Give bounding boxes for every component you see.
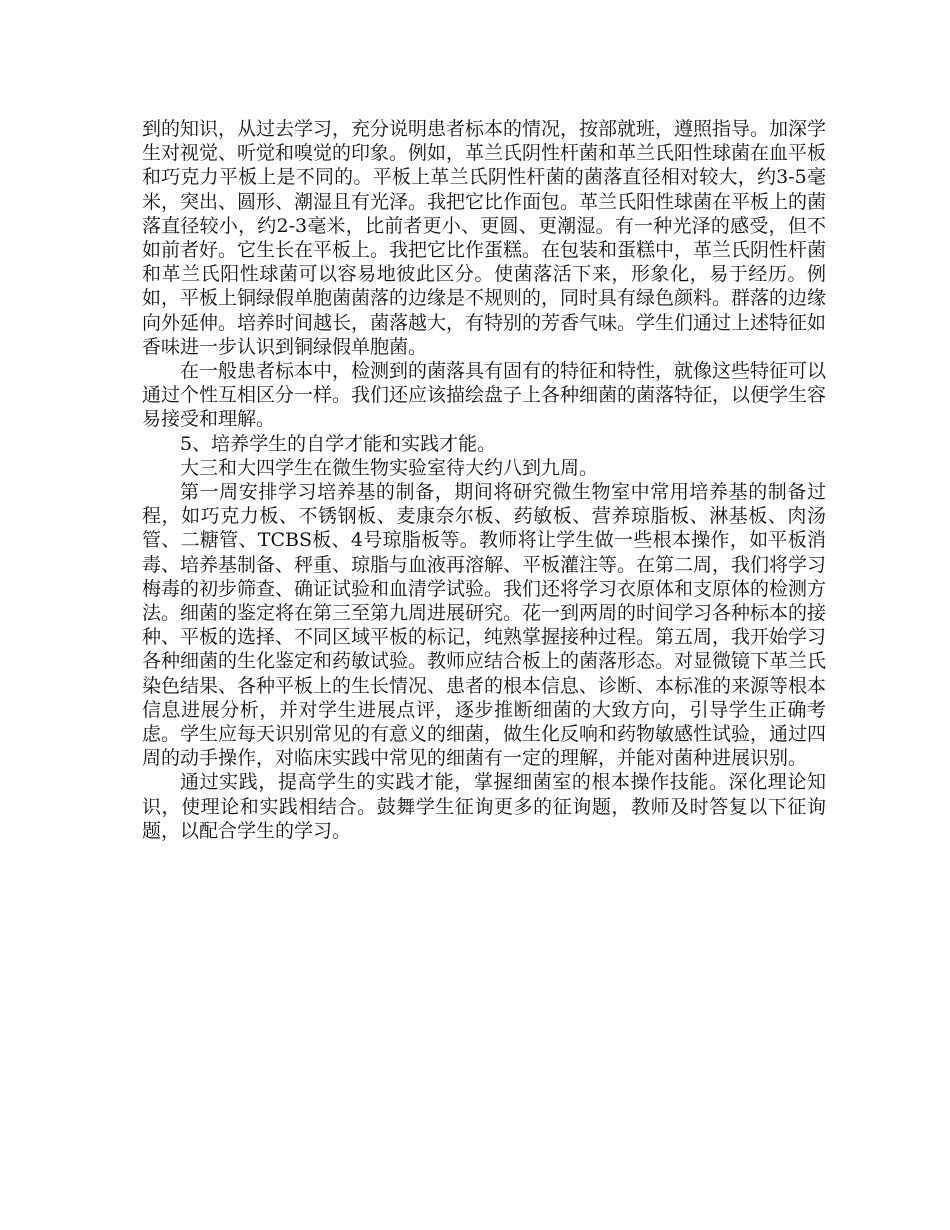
paragraph-weekly-schedule: 第一周安排学习培养基的制备，期间将研究微生物室中常用培养基的制备过程，如巧克力板、不锈钢板、麦康奈尔板、药敏板、营养琼脂板、淋基板、肉汤管、二糖管、TCBS板、4号琼脂板等。教师将让学生做一些根本操作，如平板消毒、培养基制备、秤重、琼脂与血液再溶解、平板灌注等。在第二周，我们将学习梅毒的初步筛查、确证试验和血清学试验。我们还将学习衣原体和支原体的检测方法。细菌的鉴定将在第三至第九周进展研究。花一到两周的时间学习各种标本的接种、平板的选择、不同区域平板的标记，纯熟掌握接种过程。第五周，我开始学习各种细菌的生化鉴定和药敏试验。教师应结合板上的菌落形态。对显微镜下革兰氏染色结果、各种平板上的生长情况、患者的根本信息、诊断、本标准的来源等根本信息进展分析，并对学生进展点评，逐步推断细菌的大致方向，引导学生正确考虑。学生应每天识别常见的有意义的细菌，做生化反响和药物敏感性试验，通过四周的动手操作，对临床实践中常见的细菌有一定的理解，并能对菌种进展识别。 (142, 481, 827, 770)
document-body (142, 117, 826, 843)
paragraph-lab-duration: 大三和大四学生在微生物实验室待大约八到九周。 (180, 456, 599, 479)
paragraph-practice-summary: 通过实践，提高学生的实践才能，掌握细菌室的根本操作技能。深化理论知识，使理论和实践相结合。鼓舞学生征询更多的征询题，教师及时答复以下征询题，以配合学生的学习。 (142, 771, 826, 842)
section-heading-self-study: 5、培养学生的自学才能和实践才能。 (180, 432, 497, 455)
paragraph-colony-comparison: 到的知识，从过去学习，充分说明患者标本的情况，按部就班，遵照指导。加深学生对视觉、听觉和嗅觉的印象。例如，革兰氏阴性杆菌和革兰氏阳性球菌在血平板和巧克力平板上是不同的。平板上革兰氏阴性杆菌的菌落直径相对较大，约3-5毫米，突出、圆形、潮湿且有光泽。我把它比作面包。革兰氏阳性球菌在平板上的菌落直径较小，约2-3毫米，比前者更小、更圆、更潮湿。有一种光泽的感受，但不如前者好。它生长在平板上。我把它比作蛋糕。在包装和蛋糕中，革兰氏阴性杆菌和革兰氏阳性球菌可以容易地彼此区分。使菌落活下来，形象化，易于经历。例如，平板上铜绿假单胞菌菌落的边缘是不规则的，同时具有绿色颜料。群落的边缘向外延伸。培养时间越长，菌落越大，有特别的芳香气味。学生们通过上述特征如香味进一步认识到铜绿假单胞菌。 (142, 118, 827, 358)
paragraph-colony-features: 在一般患者标本中，检测到的菌落具有固有的特征和特性，就像这些特征可以通过个性互相区分一样。我们还应该描绘盘子上各种细菌的菌落特征，以便学生容易接受和理解。 (142, 360, 827, 431)
